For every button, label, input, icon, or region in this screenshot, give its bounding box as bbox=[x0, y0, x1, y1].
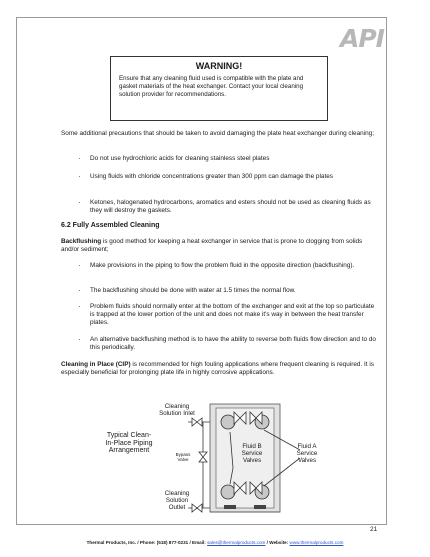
cleaning-outlet-label: Cleaning Solution Outlet bbox=[164, 490, 190, 511]
footer-email-link[interactable]: sales@thermalproducts.com bbox=[207, 540, 266, 545]
backflush-step: · The backflushing should be done with water at 1.5 times the normal flow. bbox=[90, 287, 378, 295]
footer-contact: Thermal Products, Inc. / Phone: (518) 877-0231 / Email: bbox=[86, 540, 208, 545]
precaution-item: · Using fluids with chloride concentrations greater than 300 ppm can damage the plates bbox=[90, 173, 378, 181]
port-top-left bbox=[221, 415, 235, 429]
inlet-valve-icon bbox=[192, 418, 202, 426]
plate-feet-right bbox=[254, 505, 266, 509]
fluid-a-label: Fluid A Service Valves bbox=[296, 443, 318, 464]
page-number: 21 bbox=[370, 526, 378, 533]
port-bottom-left bbox=[221, 485, 235, 499]
backflush-step: · Problem fluids should normally enter at the bottom of the exchanger and exit at the top so particulate is trapped at the lower portion of the unit and does not make it's way in between the heat transfer plates. bbox=[90, 303, 378, 328]
cleaning-inlet-label: Cleaning Solution Inlet bbox=[159, 403, 195, 417]
backflush-step: · Make provisions in the piping to flow the problem fluid in the opposite direction (backflushing). bbox=[90, 262, 378, 270]
precautions-intro: Some additional precautions that should be taken to avoid damaging the plate heat exchanger during cleaning; bbox=[61, 130, 375, 137]
warning-box bbox=[110, 56, 328, 121]
plate-feet-left bbox=[224, 505, 236, 509]
backflushing-term: Backflushing bbox=[61, 238, 102, 245]
bypass-valve-icon bbox=[199, 452, 207, 462]
arrangement-label: Typical Clean-In-Place Piping Arrangement bbox=[105, 432, 153, 454]
cip-text: is recommended for high fouling applications where frequent cleaning is required. It is especially beneficial for prolonging plate life in highly corrosive applications. bbox=[61, 361, 374, 377]
fluid-b-label: Fluid B Service Valves bbox=[241, 443, 263, 464]
cip-paragraph bbox=[61, 361, 379, 377]
footer-website-link[interactable]: www.thermalproducts.com bbox=[289, 540, 344, 545]
cip-term: Cleaning in Place (CIP) bbox=[61, 361, 131, 368]
backflushing-text: is good method for keeping a heat exchanger in service that is prone to clogging from solids and/or sediment; bbox=[61, 238, 363, 254]
warning-title: WARNING! bbox=[195, 61, 243, 71]
precaution-item: · Do not use hydrochloric acids for cleaning stainless steel plates bbox=[90, 155, 378, 163]
footer-website-label: / Website: bbox=[265, 540, 290, 545]
api-logo: API bbox=[340, 24, 384, 53]
section-heading: 6.2 Fully Assembled Cleaning bbox=[61, 222, 160, 229]
precaution-item: · Ketones, halogenated hydrocarbons, aromatics and esters should not be used as cleaning fluids as they will destroy the gaskets. bbox=[90, 199, 378, 215]
backflush-step: · An alternative backflushing method is to have the ability to reverse both fluids flow direction and to do this periodically. bbox=[90, 336, 378, 352]
bypass-valve-label: Bypass Valve bbox=[175, 452, 191, 462]
backflushing-paragraph bbox=[61, 238, 379, 254]
footer bbox=[0, 540, 430, 545]
warning-text: Ensure that any cleaning fluid used is compatible with the plate and gasket materials of the heat exchanger. Contact your local cleaning solution provider for recommendations. bbox=[119, 75, 304, 98]
